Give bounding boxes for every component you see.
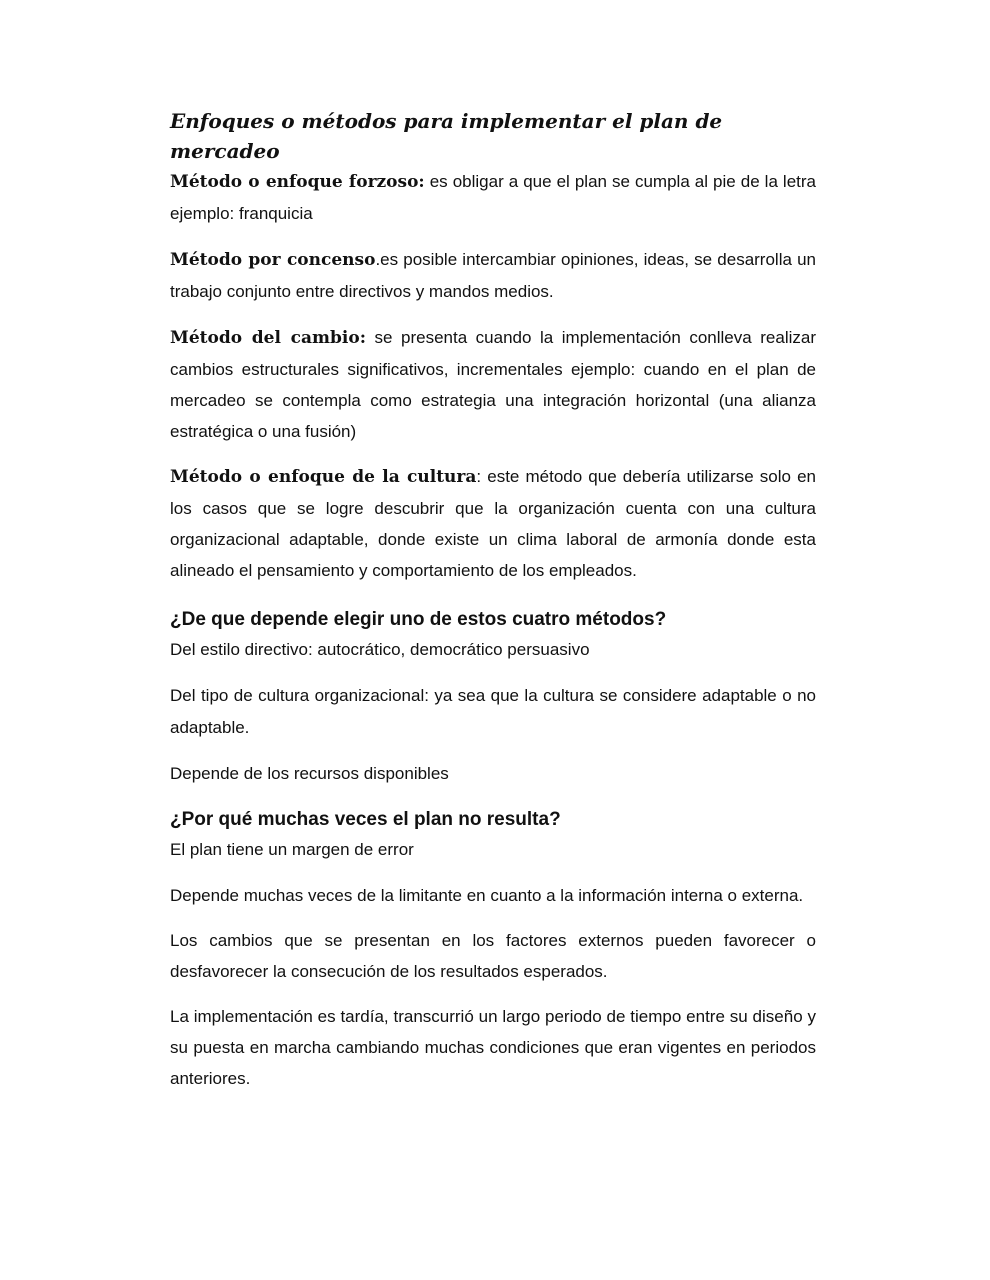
section-heading-plan-no-resulta: ¿Por qué muchas veces el plan no resulta? (170, 809, 561, 830)
section3-paragraph: El plan tiene un margen de error (170, 840, 414, 859)
method-forzoso-paragraph (170, 166, 816, 230)
section2-paragraph: Del tipo de cultura organizacional: ya sea que la cultura se considere adaptable o no adaptable. (170, 686, 816, 737)
method-forzoso-term: Método o enfoque forzoso: (170, 172, 425, 192)
method-cultura-text: : este método que debería utilizarse solo en los casos que se logre descubrir que la organización cuenta con una cultura organizacional adaptable, donde existe un clima laboral de armonía donde esta alineado el pensamiento y comportamiento de los empleados. (170, 467, 816, 580)
section-heading-metodos: ¿De que depende elegir uno de estos cuatro métodos? (170, 609, 667, 630)
section3-paragraph: Depende muchas veces de la limitante en cuanto a la información interna o externa. (170, 886, 804, 905)
section3-paragraph: Los cambios que se presentan en los factores externos pueden favorecer o desfavorecer la consecución de los resultados esperados. (170, 931, 816, 981)
method-cambio-text: se presenta cuando la implementación conlleva realizar cambios estructurales significativos, incrementales ejemplo: cuando en el plan de mercadeo se contempla como estrategia una integración horizontal (una alianza estratégica o una fusión) (170, 328, 816, 441)
method-cambio-paragraph (170, 322, 816, 447)
method-cultura-paragraph (170, 461, 816, 586)
document-title: Enfoques o métodos para implementar el plan de mercadeo (170, 109, 723, 163)
method-concenso-term: Método por concenso (170, 250, 376, 270)
method-cambio-term: Método del cambio: (170, 328, 366, 348)
method-concenso-paragraph (170, 244, 816, 308)
method-forzoso-text: es obligar a que el plan se cumpla al pie de la letra ejemplo: franquicia (170, 172, 816, 223)
document-page (170, 106, 816, 1094)
section3-paragraph: La implementación es tardía, transcurrió un largo periodo de tiempo entre su diseño y su puesta en marcha cambiando muchas condiciones que eran vigentes en periodos anteriores. (170, 1007, 816, 1088)
method-cultura-term: Método o enfoque de la cultura (170, 467, 477, 487)
method-concenso-text: .es posible intercambiar opiniones, ideas, se desarrolla un trabajo conjunto entre directivos y mandos medios. (170, 250, 817, 301)
section2-paragraph: Depende de los recursos disponibles (170, 764, 449, 783)
section2-paragraph: Del estilo directivo: autocrático, democrático persuasivo (170, 640, 590, 659)
